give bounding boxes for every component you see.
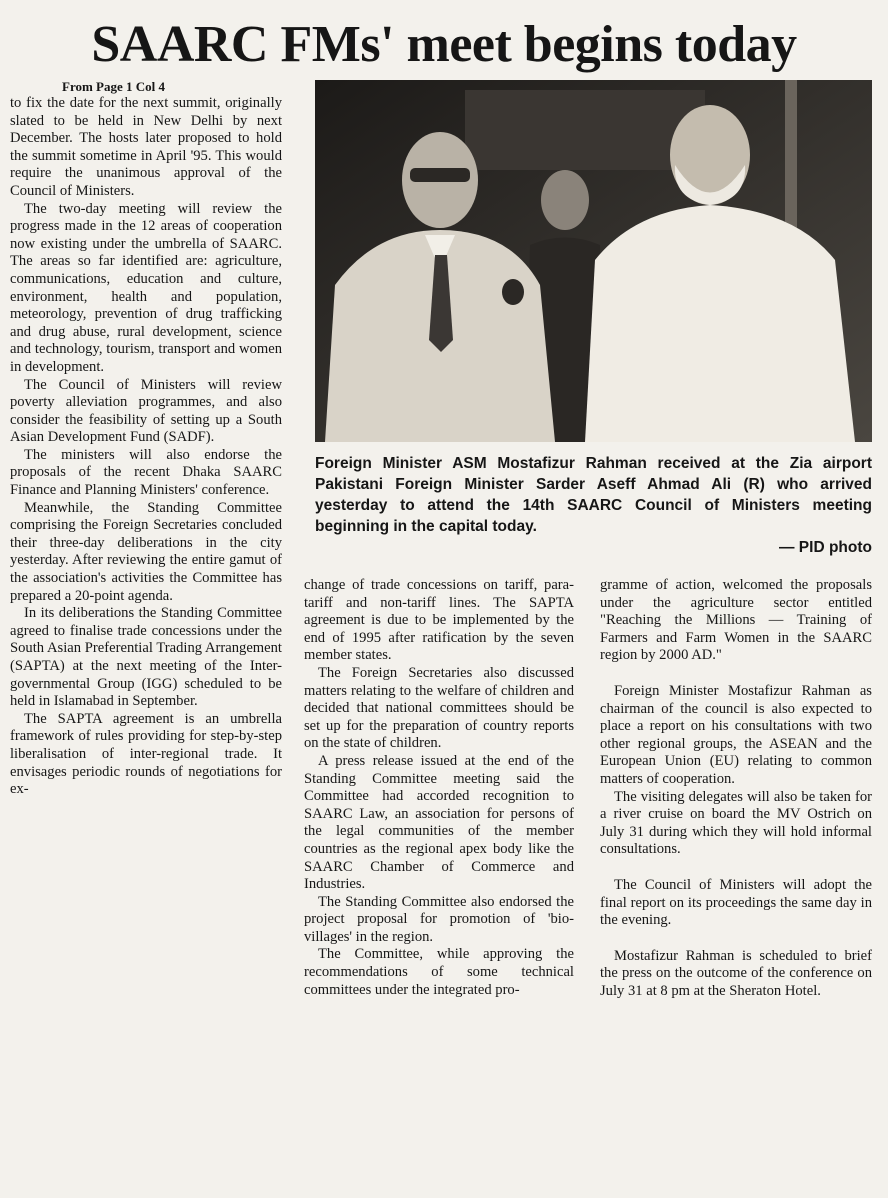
- paragraph: The Council of Ministers will review poverty alleviation programmes, and also consider the feasibility of setting up a South Asian Development Fund (SADF).: [10, 376, 282, 446]
- paragraph: In its deliberations the Standing Committee agreed to finalise trade concessions under the South Asian Preferential Trading Arrangement (SAPTA) at the next meeting of the Inter-governmental Group (IGG) scheduled to be held in Islamabad in September.: [10, 605, 282, 710]
- paragraph: Foreign Minister Mostafizur Rahman as chairman of the council is also expected to place a report on his consultations with two other regional groups, the ASEAN and the European Union (EU) relating to common matters of cooperation.: [600, 682, 872, 787]
- paragraph: The SAPTA agreement is an umbrella framework of rules providing for step-by-step liberalisation of inter-regional trade. It envisages periodic rounds of negotiations for ex-: [10, 710, 282, 798]
- news-photo: [315, 80, 872, 442]
- photo-credit: — PID photo: [779, 539, 872, 556]
- caption-text: Foreign Minister ASM Mostafizur Rahman received at the Zia airport Pakistani Foreign Minister Sarder Aseff Ahmad Ali (R) who arrived yesterday to attend the 14th SAARC Council of Ministers meeting beginning in the capital today.: [315, 455, 872, 535]
- article-column-1: [10, 78, 282, 799]
- article-column-3: [600, 577, 872, 1000]
- headline: SAARC FMs' meet begins today: [91, 16, 797, 73]
- paragraph: Meanwhile, the Standing Committee comprising the Foreign Secretaries concluded their three-day deliberations in the city yesterday. After reviewing the entire gamut of the association's activities the Committee has prepared a 20-point agenda.: [10, 499, 282, 604]
- paragraph: The Committee, while approving the recommendations of some technical committees under the integrated pro-: [304, 946, 574, 998]
- article-column-2: [304, 577, 574, 999]
- paragraph: change of trade concessions on tariff, para-tariff and non-tariff lines. The SAPTA agreement is due to be implemented by the end of 1995 after ratification by the seven member states.: [304, 577, 574, 664]
- photo-caption: [315, 453, 872, 558]
- paragraph: Mostafizur Rahman is scheduled to brief the press on the outcome of the conference on July 31 at 8 pm at the Sheraton Hotel.: [600, 947, 872, 999]
- paragraph: The Standing Committee also endorsed the project proposal for promotion of 'bio-villages' in the region.: [304, 893, 574, 945]
- paragraph: gramme of action, welcomed the proposals under the agriculture sector entitled "Reaching the Millions — Training of Farmers and Farm Women in the SAARC region by 2000 AD.": [600, 577, 872, 664]
- paragraph: The visiting delegates will also be taken for a river cruise on board the MV Ostrich on July 31 during which they will hold informal consultations.: [600, 788, 872, 858]
- paragraph: The two-day meeting will review the progress made in the 12 areas of cooperation now existing under the umbrella of SAARC. The areas so far identified are: agriculture, communications, education and culture, environment, health and population, meteorology, prevention of drug trafficking and drug abuse, rural development, science and technology, tourism, transport and women in development.: [10, 200, 282, 375]
- photo-illustration: [315, 80, 872, 442]
- paragraph: The Foreign Secretaries also discussed matters relating to the welfare of children and decided that national committees should be set up for the preparation of country reports on the state of children.: [304, 664, 574, 752]
- paragraph: The ministers will also endorse the proposals of the recent Dhaka SAARC Finance and Planning Ministers' conference.: [10, 446, 282, 499]
- paragraph: to fix the date for the next summit, originally slated to be held in New Delhi by next December. The hosts later proposed to hold the summit sometime in April '95. This would require the unanimous approval of the Council of Ministers.: [10, 95, 282, 199]
- continuation-note: From Page 1 Col 4: [62, 79, 166, 94]
- paragraph: The Council of Ministers will adopt the final report on its proceedings the same day in the evening.: [600, 876, 872, 929]
- paragraph: A press release issued at the end of the Standing Committee meeting said the Committee had accorded recognition to SAARC Law, an association for persons of the legal communities of the member countries as the regional apex body like the SAARC Chamber of Commerce and Industries.: [304, 752, 574, 893]
